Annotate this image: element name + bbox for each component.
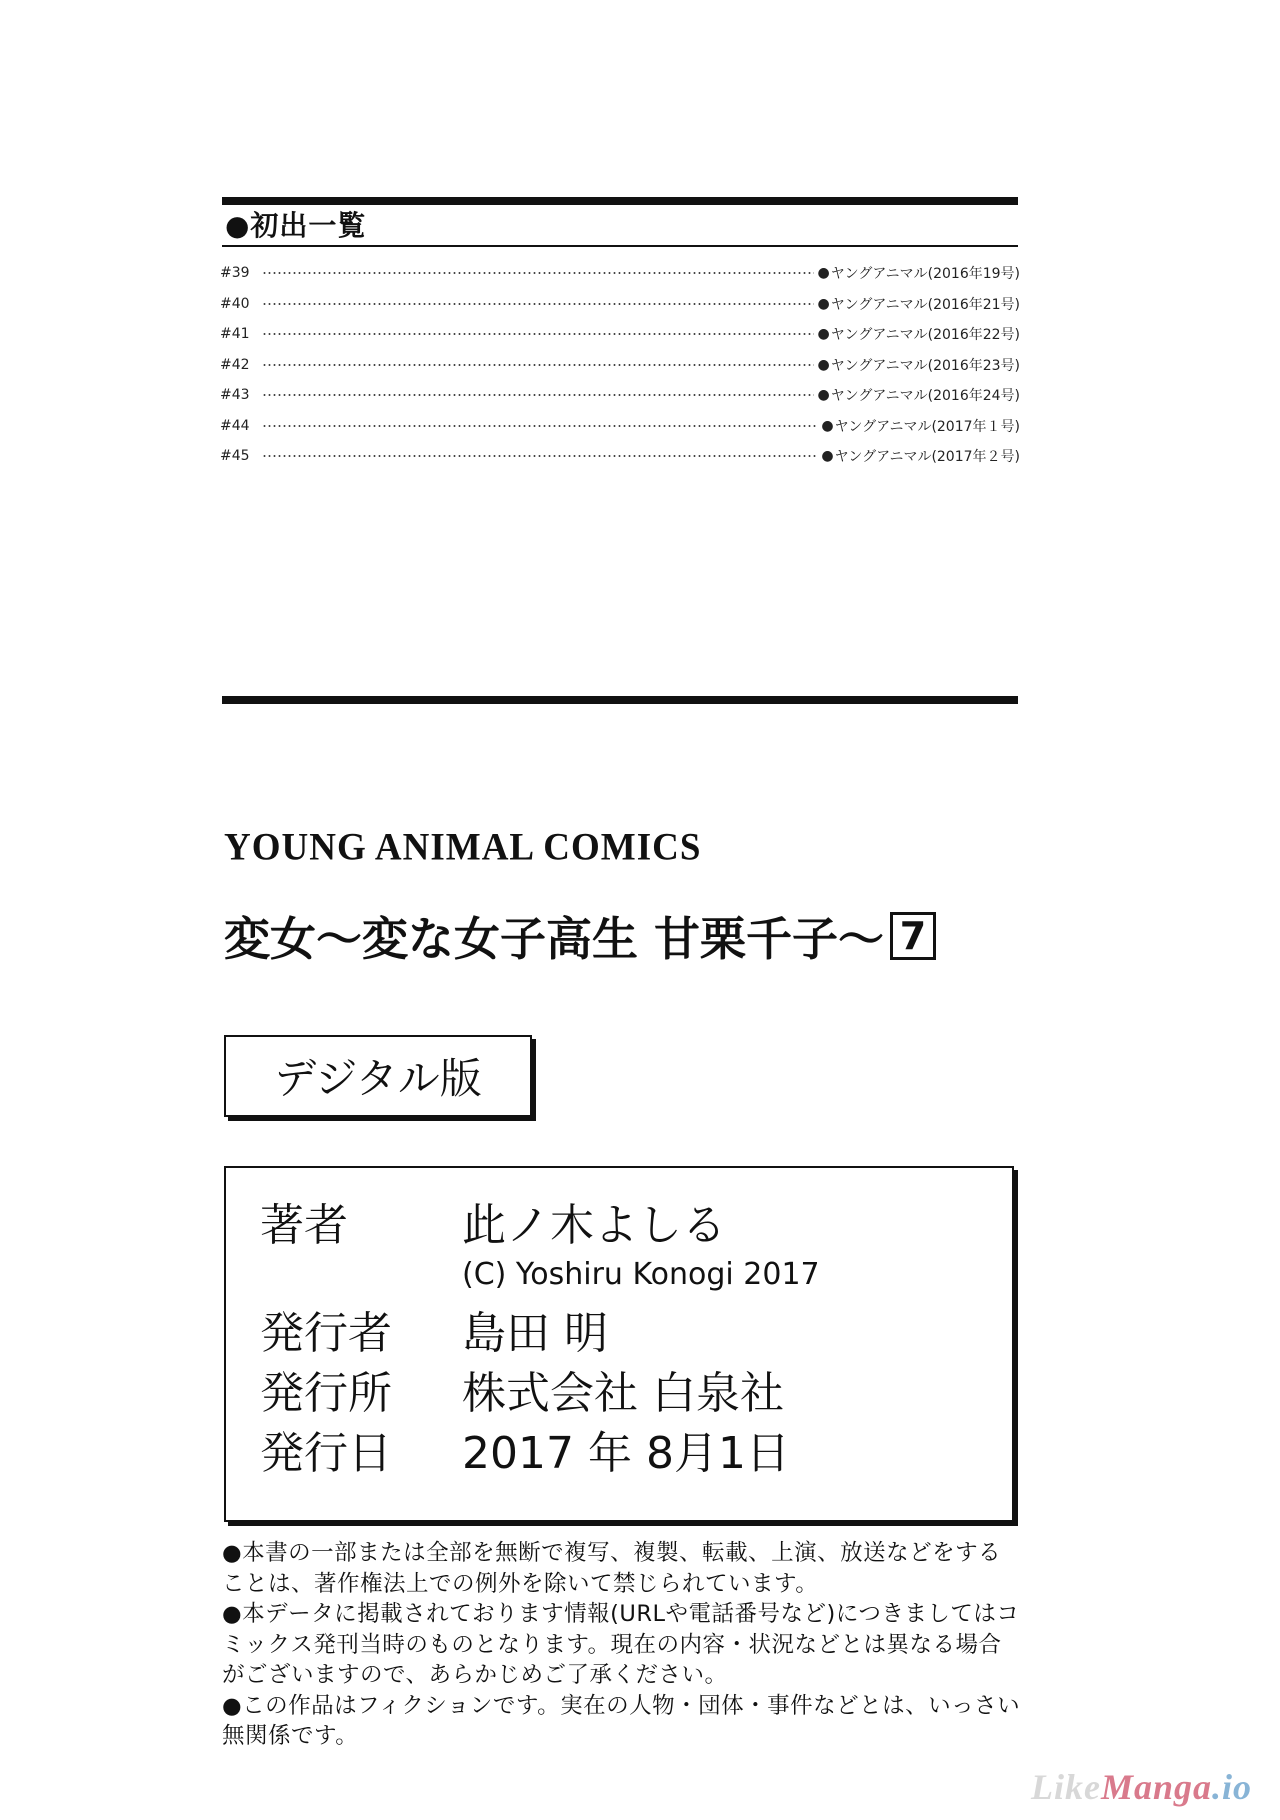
publisher-person-label: 発行者 — [260, 1308, 392, 1359]
dot-leader — [262, 333, 814, 335]
publisher-person: 島田 明 — [462, 1308, 608, 1359]
series-title: 変女～変な女子高生 甘栗千子～ — [224, 912, 885, 966]
chapter-number: #43 — [220, 387, 250, 404]
first-publication-heading: ●初出一覧 — [225, 209, 367, 242]
bullet-icon: ● — [817, 265, 830, 282]
bullet-icon: ● — [817, 295, 830, 312]
chapter-number: #45 — [220, 448, 250, 465]
dot-leader — [262, 455, 817, 457]
watermark-part-3: .io — [1211, 1767, 1252, 1807]
copyright-line: (C) Yoshiru Konogi 2017 — [462, 1257, 820, 1292]
first-publication-row — [220, 380, 1020, 411]
heading-rule — [222, 245, 1018, 247]
date-label: 発行日 — [260, 1428, 392, 1479]
first-publication-row — [220, 258, 1020, 289]
magazine-issue: ヤングアニマル(2016年23号) — [830, 357, 1020, 374]
chapter-number: #42 — [220, 356, 250, 373]
publisher-label: 発行所 — [260, 1368, 392, 1419]
notice-copyright: ●本書の一部または全部を無断で複写、複製、転載、上演、放送などをすることは、著作権法上での例外を除いて禁じられています。 — [222, 1540, 1002, 1597]
bullet-icon: ● — [817, 387, 830, 404]
middle-rule — [222, 696, 1018, 704]
notice-fiction: ●この作品はフィクションです。実在の人物・団体・事件などとは、いっさい無関係です。 — [222, 1692, 1021, 1749]
publication-date: 2017 年 8月1日 — [462, 1428, 790, 1479]
magazine-issue: ヤングアニマル(2016年21号) — [830, 296, 1020, 313]
magazine-issue: ヤングアニマル(2016年19号) — [830, 266, 1020, 283]
first-publication-row — [220, 441, 1020, 472]
bullet-icon: ● — [817, 326, 830, 343]
first-publication-row — [220, 411, 1020, 442]
magazine-issue: ヤングアニマル(2017年２号) — [834, 449, 1020, 466]
chapter-number: #39 — [220, 265, 250, 282]
dot-leader — [262, 425, 817, 427]
bullet-icon: ● — [817, 356, 830, 373]
legal-notices — [222, 1538, 1022, 1752]
chapter-number: #41 — [220, 326, 250, 343]
first-publication-row — [220, 289, 1020, 320]
chapter-number: #40 — [220, 295, 250, 312]
magazine-issue: ヤングアニマル(2016年22号) — [830, 327, 1020, 344]
series-title-row — [224, 903, 936, 969]
bullet-icon: ● — [821, 417, 834, 434]
magazine-issue: ヤングアニマル(2016年24号) — [830, 388, 1020, 405]
notice-data: ●本データに掲載されております情報(URLや電話番号など)につきましてはコミックス発刊当時のものとなります。現在の内容・状況などとは異なる場合がございますので、あらかじめご了承ください。 — [222, 1601, 1020, 1688]
first-publication-row — [220, 319, 1020, 350]
watermark-part-1: Like — [1030, 1767, 1101, 1807]
dot-leader — [262, 394, 814, 396]
bullet-icon: ● — [821, 448, 834, 465]
first-publication-row — [220, 350, 1020, 381]
dot-leader — [262, 364, 814, 366]
author-name: 此ノ木よしる — [462, 1200, 726, 1251]
edition-label: デジタル版 — [224, 1035, 532, 1117]
author-label: 著者 — [260, 1200, 348, 1251]
dot-leader — [262, 303, 814, 305]
magazine-issue: ヤングアニマル(2017年１号) — [834, 418, 1020, 435]
publisher-name: 株式会社 白泉社 — [462, 1368, 784, 1419]
watermark-logo — [1031, 1766, 1252, 1808]
chapter-number: #44 — [220, 417, 250, 434]
credits-box — [224, 1166, 1014, 1522]
volume-number: 7 — [890, 912, 936, 960]
first-publication-list — [220, 258, 1020, 472]
watermark-part-2: Manga — [1100, 1767, 1212, 1807]
imprint-label: YOUNG ANIMAL COMICS — [224, 825, 702, 870]
dot-leader — [262, 272, 814, 274]
